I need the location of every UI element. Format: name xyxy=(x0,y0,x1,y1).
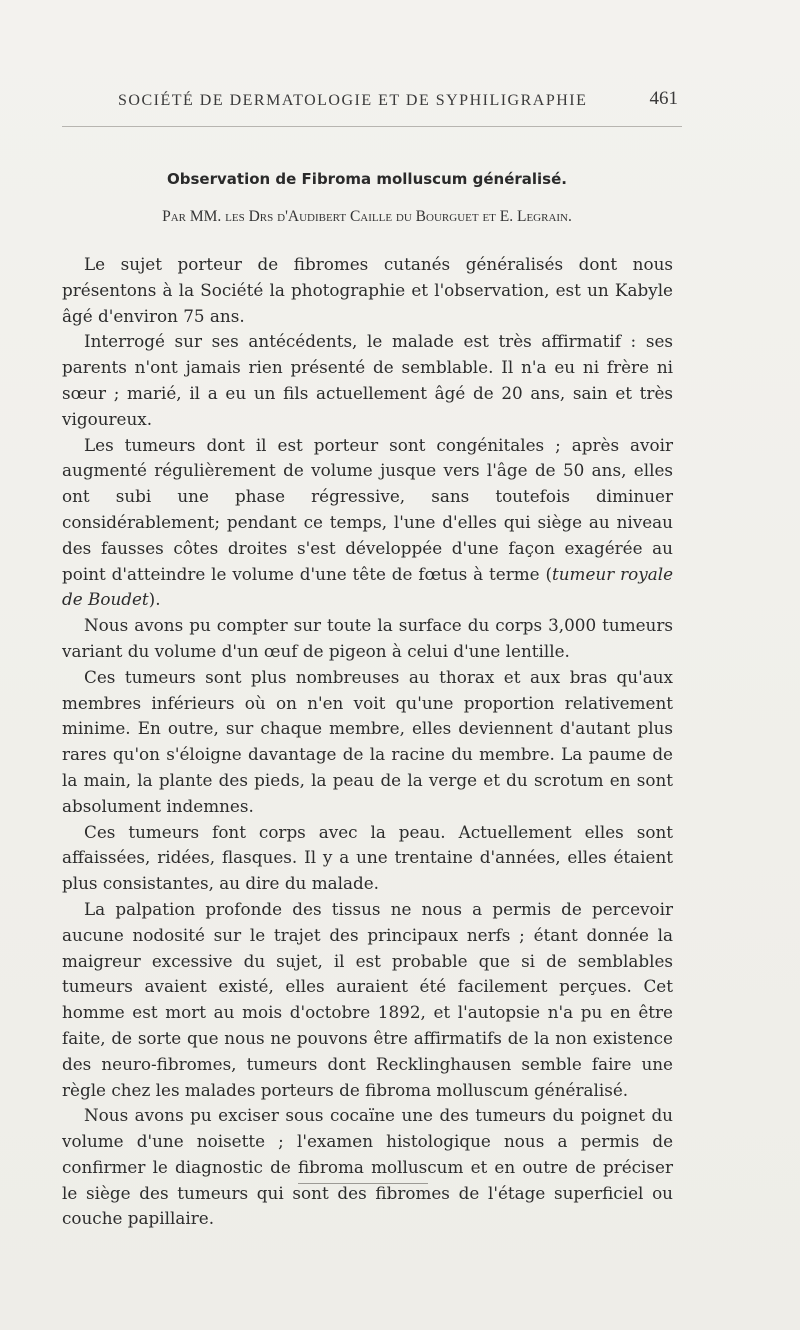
paragraph-7: La palpation profonde des tissus ne nous a permis de percevoir aucune nodosité sur le trajet des principaux nerfs ; étant donnée la maigreur excessive du sujet, il est probable que si de semblables tumeurs avaient existé, elles auraient été facilement perçues. Cet homme est mort au mois d'octobre 1892, et l'autopsie n'a pu en être faite, de sorte que nous ne pouvons être affirmatifs de la non existence des neuro-fibromes, tumeurs dont Recklinghausen semble faire une règle chez les malades porteurs de fibroma molluscum généralisé. xyxy=(62,898,673,1100)
paragraph-3-text: Les tumeurs dont il est porteur sont congénitales ; après avoir augmenté régulièrement de volume jusque vers l'âge de 50 ans, elles ont subi une phase régressive, sans toutefois diminuer considérablement; pendant ce temps, l'une d'elles qui siège au niveau des fausses côtes droites s'est développée d'une façon exagérée au point d'atteindre le volume d'une tête de fœtus à terme xyxy=(62,434,673,584)
paragraph-1: Le sujet porteur de fibromes cutanés généralisés dont nous présentons à la Société la photographie et l'observation, est un Kabyle âgé d'environ 75 ans. xyxy=(62,254,673,326)
article-title: Observation de Fibroma molluscum généralisé. xyxy=(167,170,567,188)
end-rule xyxy=(298,1183,428,1184)
paragraph-3-end: . xyxy=(155,589,161,610)
paragraph-3: Les tumeurs dont il est porteur sont congénitales ; après avoir augmenté régulièrement de volume jusque vers l'âge de 50 ans, elles ont subi une phase régressive, sans toutefois diminuer considérablement; pendant ce temps, l'une d'elles qui siège au niveau des fausses côtes droites s'est développée d'une façon exagérée au point d'atteindre le volume d'une tête de fœtus à terme (tumeur royale de Boudet). xyxy=(62,434,674,610)
paragraph-2: Interrogé sur ses antécédents, le malade est très affirmatif : ses parents n'ont jamais rien présenté de semblable. Il n'a eu ni frère ni sœur ; marié, il a eu un fils actuellement âgé de 20 ans, sain et très vigoureux. xyxy=(62,331,673,429)
header-rule xyxy=(62,126,682,127)
paragraph-8: Nous avons pu exciser sous cocaïne une des tumeurs du poignet du volume d'une noisette ; l'examen histologique nous a permis de confirmer le diagnostic de fibroma molluscum et en outre de préciser le siège des tumeurs qui sont des fibromes de l'étage superficiel ou couche papillaire. xyxy=(62,1105,673,1229)
journal-title: SOCIÉTÉ DE DERMATOLOGIE ET DE SYPHILIGRAPHIE xyxy=(118,92,588,109)
article-authors: Par MM. les Drs d'Audibert Caille du Bourguet et E. Legrain. xyxy=(162,208,572,225)
paragraph-6: Ces tumeurs font corps avec la peau. Actuellement elles sont affaissées, ridées, flasques. Il y a une trentaine d'années, elles étaient plus consistantes, au dire du malade. xyxy=(62,821,673,894)
page-number: 461 xyxy=(649,88,678,109)
italic-term: tumeur royale de Boudet xyxy=(62,563,674,610)
paragraph-4: Nous avons pu compter sur toute la surface du corps 3,000 tumeurs variant du volume d'un œuf de pigeon à celui d'une lentille. xyxy=(62,615,673,661)
running-head xyxy=(118,88,678,116)
paragraph-5: Ces tumeurs sont plus nombreuses au thorax et aux bras qu'aux membres inférieurs où on n'en voit qu'une proportion relativement minime. En outre, sur chaque membre, elles deviennent d'autant plus rares qu'on s'éloigne davantage de la racine du membre. La paume de la main, la plante des pieds, la peau de la verge et du scrotum en sont absolument indemnes. xyxy=(62,666,673,816)
article-body xyxy=(62,252,673,1232)
